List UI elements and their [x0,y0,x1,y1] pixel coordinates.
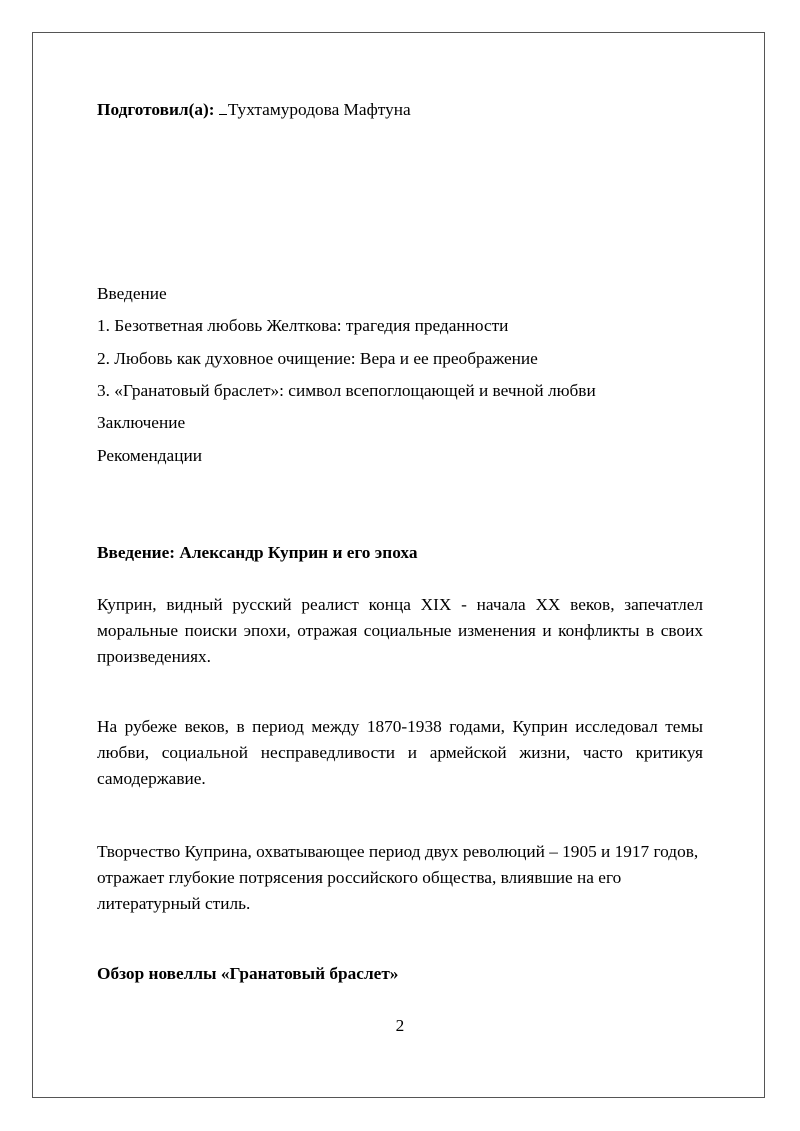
intro-heading: Введение: Александр Куприн и его эпоха [97,543,418,562]
toc-item-intro: Введение [97,284,167,303]
author-underline [219,98,227,115]
intro-paragraph-2: На рубеже веков, в период между 1870-1938 годами, Куприн исследовал темы любви, социальной несправедливости и армейской жизни, часто критикуя самодержавие. [97,717,703,788]
author-label: Подготовил(а): [97,100,215,119]
toc-item-3: 3. «Гранатовый браслет»: символ всепоглощающей и вечной любви [97,381,596,400]
page-number: 2 [395,1016,405,1035]
toc-item-conclusion: Заключение [97,413,186,432]
intro-paragraph-3: Творчество Куприна, охватывающее период двух революций – 1905 и 1917 годов, отражает глубокие потрясения российского общества, влиявшие на его литературный стиль. [97,842,699,913]
author-name: Тухтамуродова Мафтуна [227,100,411,119]
overview-heading: Обзор новеллы «Гранатовый браслет» [97,964,399,983]
toc-item-2: 2. Любовь как духовное очищение: Вера и ее преображение [97,349,538,368]
toc-item-1: 1. Безответная любовь Желткова: трагедия преданности [97,316,509,335]
toc-item-recommendations: Рекомендации [97,446,202,465]
author-line [97,97,411,123]
intro-paragraph-1: Куприн, видный русский реалист конца XIX - начала XX веков, запечатлел моральные поиски эпохи, отражая социальные изменения и конфликты в своих произведениях. [97,595,703,666]
